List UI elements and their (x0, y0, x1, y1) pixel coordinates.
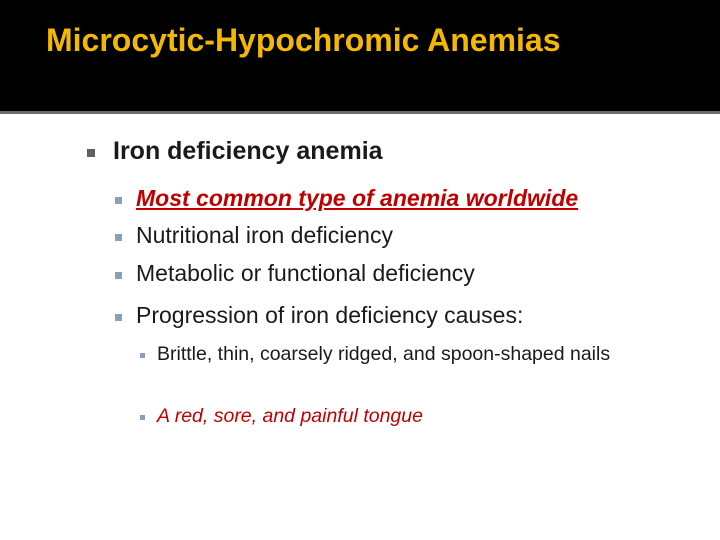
bullet-small-square-icon (140, 415, 145, 420)
bullet-square-icon (115, 197, 122, 204)
bullet-square-icon (87, 149, 95, 157)
bullet-level1: Iron deficiency anemia (113, 137, 383, 165)
bullet-square-icon (115, 234, 122, 241)
bullet-level3: Brittle, thin, coarsely ridged, and spoon-shaped nails (157, 343, 611, 365)
bullet-level2-emphasis: Most common type of anemia worldwide (136, 185, 579, 211)
bullet-level2: Metabolic or functional deficiency (136, 260, 475, 286)
title-divider (0, 111, 720, 114)
bullet-small-square-icon (140, 353, 145, 358)
bullet-square-icon (115, 314, 122, 321)
bullet-level2: Nutritional iron deficiency (136, 222, 393, 248)
bullet-level3-emphasis: A red, sore, and painful tongue (157, 405, 423, 427)
bullet-level2: Progression of iron deficiency causes: (136, 302, 524, 328)
bullet-square-icon (115, 272, 122, 279)
slide-title: Microcytic-Hypochromic Anemias (46, 22, 561, 58)
